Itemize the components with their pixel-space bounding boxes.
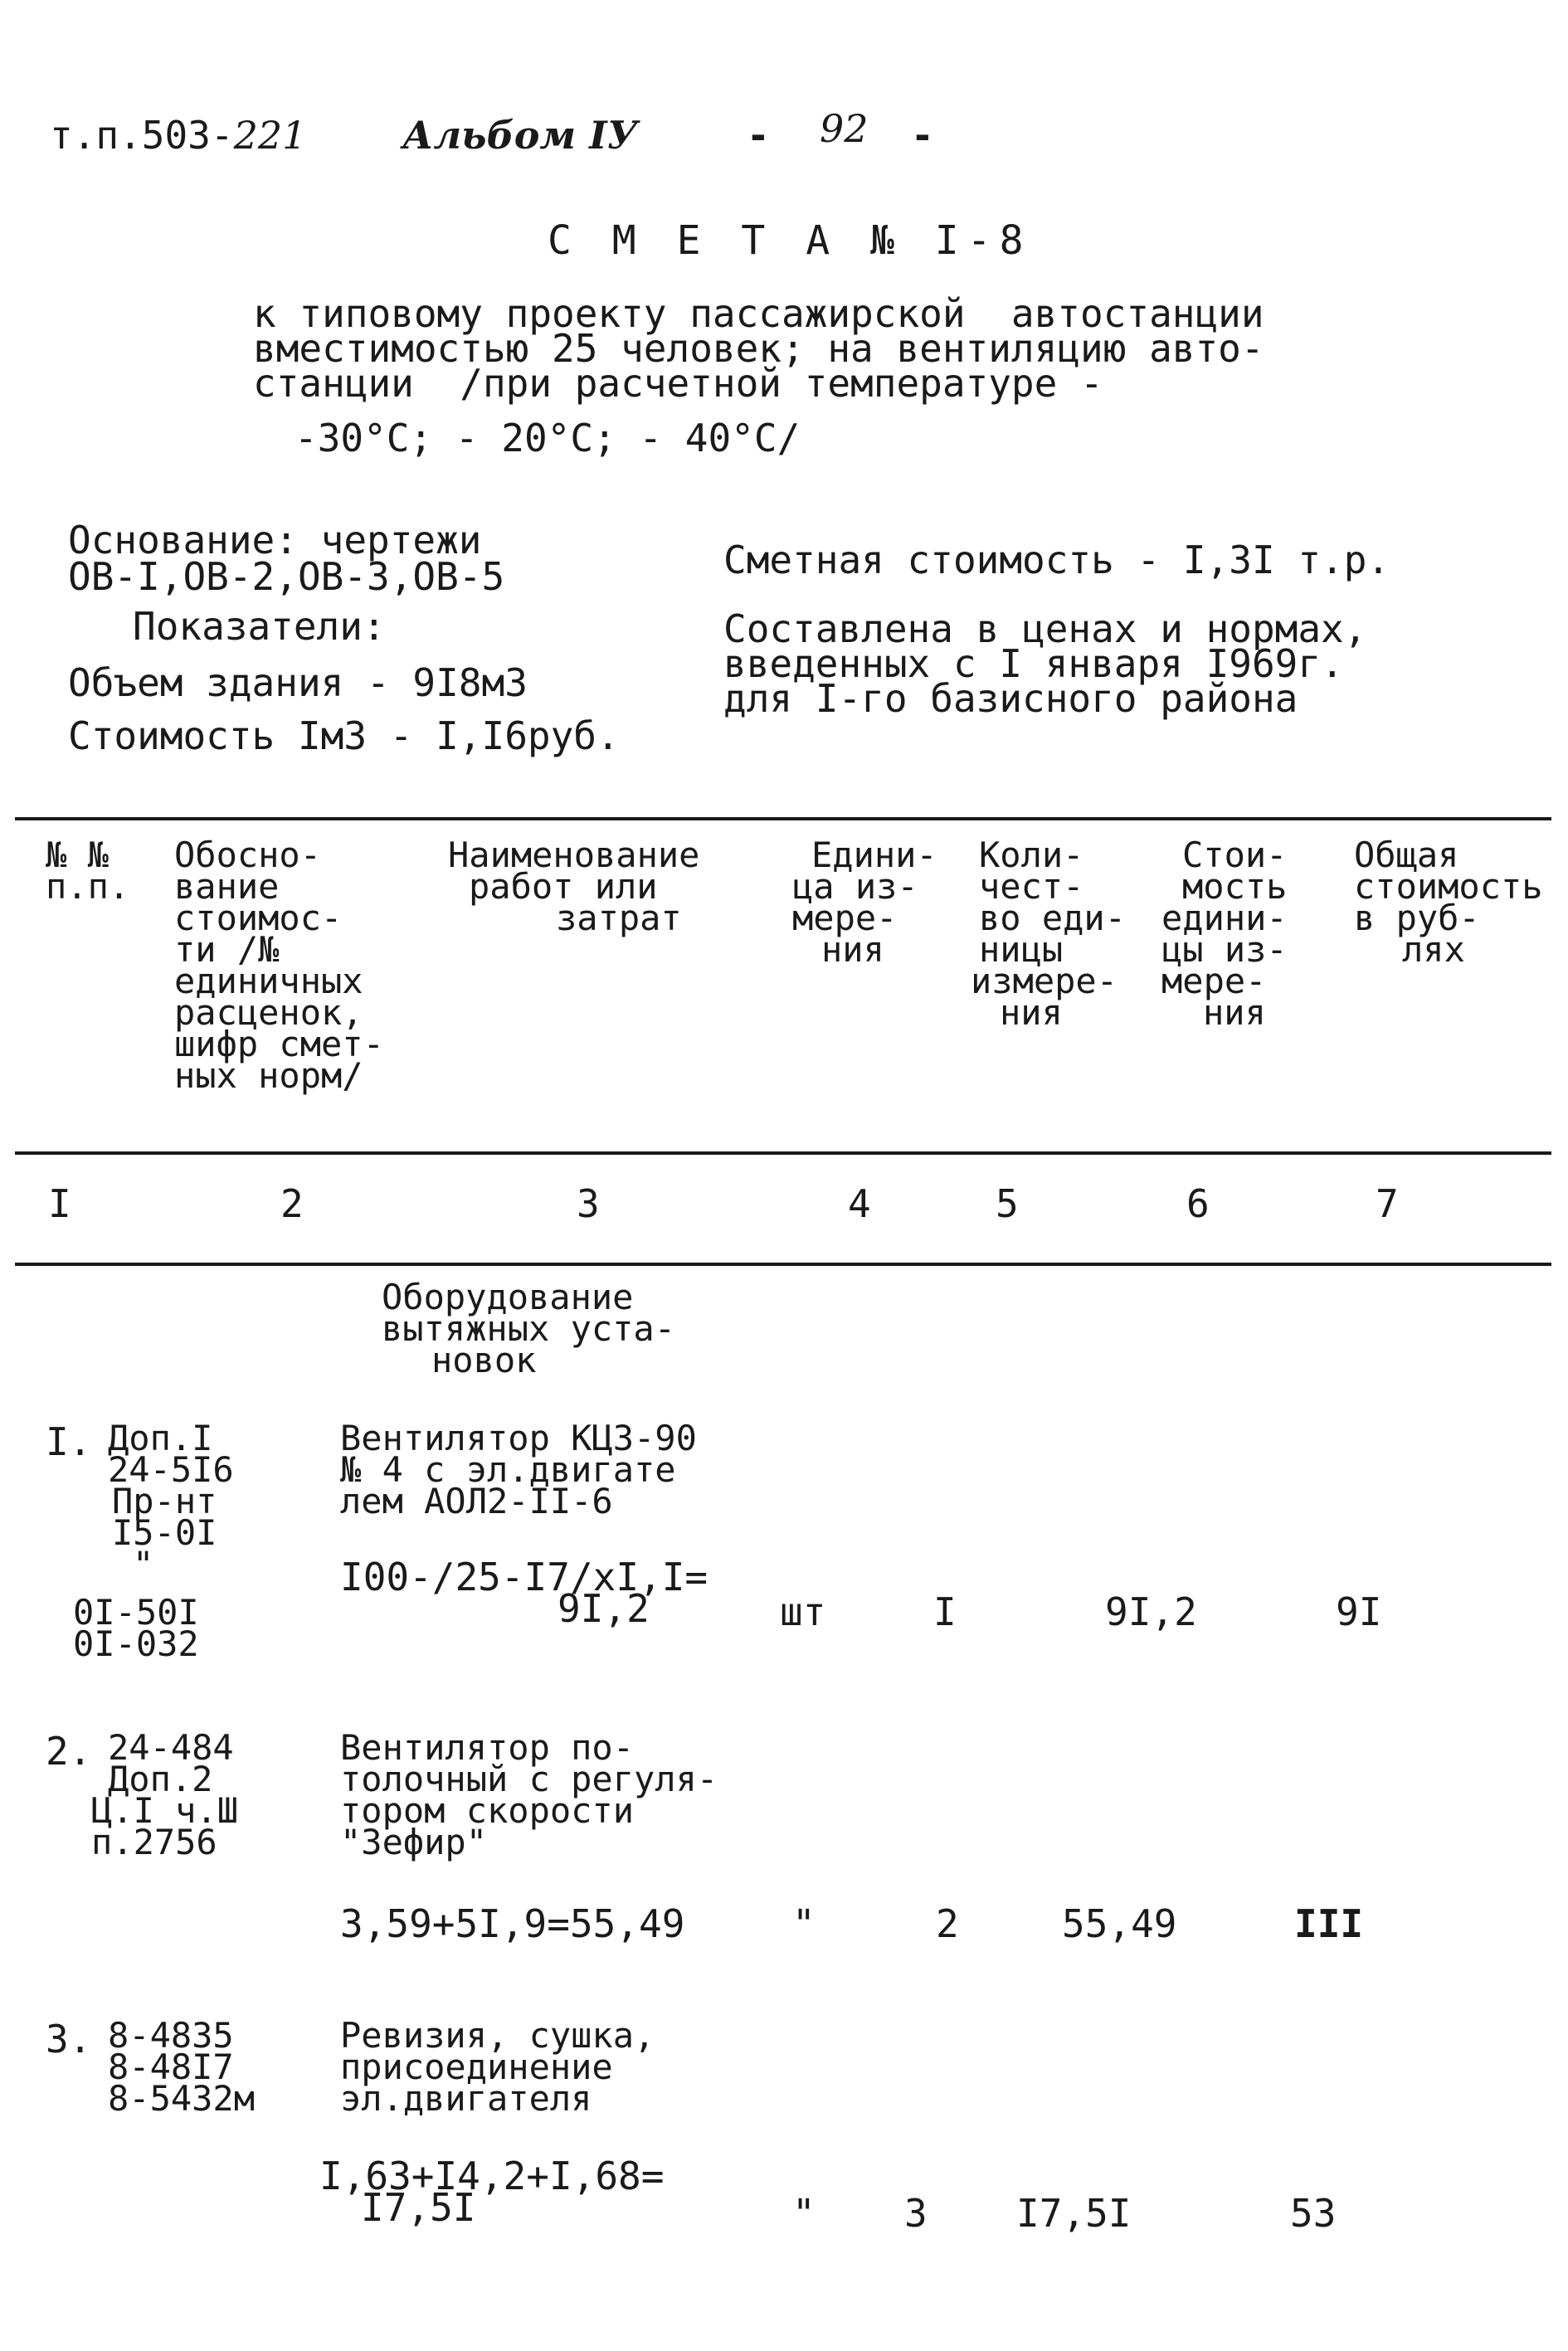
row-unit-price: I7,5I [1016, 2191, 1132, 2236]
header-line: ния [1203, 992, 1266, 1033]
header-line: Едини- [811, 835, 937, 875]
name-line: толочный с регуля- [340, 1759, 718, 1799]
header-line: Обосно- [174, 835, 322, 875]
project-code [50, 113, 307, 158]
name-line: "Зефир" [340, 1822, 488, 1862]
calc-line: I7,5I [361, 2185, 476, 2230]
project-code-text: т.п.503- [50, 113, 234, 158]
header-line: ных норм/ [174, 1055, 363, 1096]
subtitle-line: станции /при расчетной температуре - [253, 361, 1103, 406]
row-unit: шт [780, 1589, 826, 1634]
basis-line: Пр-нт [112, 1481, 217, 1521]
page-number: 92 [820, 106, 869, 151]
column-numbers-rule [15, 1263, 1551, 1266]
name-line: тором скорости [340, 1790, 635, 1831]
header-line: чест- [979, 866, 1084, 907]
row-number: I. [46, 1419, 92, 1464]
basis-line: п.2756 [91, 1822, 217, 1862]
prices-note-line: Составлена в ценах и нормах, [723, 606, 1367, 651]
header-line: единичных [174, 961, 363, 1001]
subtitle-line: вместимостью 25 человек; на вентиляцию авто- [253, 326, 1264, 371]
header-line: шифр смет- [174, 1024, 384, 1064]
indicators-label: Показатели: [133, 604, 386, 649]
header-line: мере- [1161, 961, 1267, 1001]
row-unit-price: 9I,2 [1105, 1589, 1197, 1634]
album-label: Альбом IУ [402, 113, 638, 158]
project-code-handwritten: 221 [233, 113, 307, 158]
name-line: № 4 с эл.двигате [340, 1449, 676, 1490]
row-total: 9I [1336, 1589, 1382, 1634]
prices-note-line: введенных с I января I969г. [723, 641, 1344, 686]
header-line: мере- [792, 898, 898, 938]
calc-line: I00-/25-I7/хI,I= [340, 1555, 709, 1599]
basis-line: " [133, 1544, 154, 1584]
basis-line: 0I-50I [73, 1592, 199, 1633]
header-line: ния [821, 929, 884, 970]
basis-line: Доп.2 [108, 1759, 213, 1799]
column-number: I [48, 1181, 71, 1226]
basis-line: Ц.I ч.Ш [91, 1790, 239, 1831]
header-line: стоимость [1354, 866, 1543, 907]
header-line: работ или [469, 866, 658, 907]
basis-line: 0I-032 [73, 1623, 199, 1664]
row-quantity: 3 [904, 2191, 928, 2236]
row-calculation: 3,59+5I,9=55,49 [340, 1901, 685, 1946]
page-dash-right: - [911, 113, 934, 158]
basis-line: 8-48I7 [108, 2047, 234, 2087]
row-quantity: I [933, 1589, 957, 1634]
row-unit-price: 55,49 [1062, 1901, 1177, 1946]
header-line: № № [46, 835, 109, 875]
prices-note-line: для I-го базисного района [723, 676, 1298, 721]
calc-line: 9I,2 [558, 1586, 650, 1631]
header-line: ти /№ [174, 929, 280, 970]
column-number: 2 [280, 1181, 304, 1226]
row-quantity: 2 [936, 1901, 959, 1946]
header-line: стоимос- [174, 898, 343, 938]
header-line: расценок, [174, 992, 363, 1033]
header-line: во еди- [979, 898, 1127, 938]
name-line: Вентилятор по- [340, 1727, 635, 1768]
header-line: ницы [979, 929, 1064, 970]
column-number: 6 [1186, 1181, 1210, 1226]
subtitle-line: -30°C; - 20°C; - 40°C/ [295, 416, 801, 460]
header-line: измере- [971, 961, 1118, 1001]
row-number: 3. [46, 2017, 92, 2061]
document-title: С М Е Т А № I-8 [548, 217, 1032, 264]
estimated-cost: Сметная стоимость - I,3I т.р. [723, 538, 1390, 582]
row-unit: " [792, 2191, 816, 2236]
name-line: лем АОЛ2-II-6 [340, 1481, 613, 1521]
header-line: лях [1402, 929, 1465, 970]
cost-per-m3: Стоимость Iм3 - I,I6руб. [68, 713, 620, 758]
row-total: III [1294, 1901, 1364, 1946]
row-unit: " [792, 1901, 816, 1946]
row-total: 53 [1290, 2191, 1337, 2236]
basis-label: Основание: чертежи [68, 518, 482, 562]
header-line: затрат [556, 898, 682, 938]
header-line: едини- [1161, 898, 1288, 938]
column-number: 4 [848, 1181, 871, 1226]
basis-line: 8-5432м [108, 2078, 256, 2119]
header-line: в руб- [1354, 898, 1480, 938]
table-top-rule [15, 817, 1551, 820]
header-line: ния [1000, 992, 1063, 1033]
column-number: 7 [1376, 1181, 1399, 1226]
header-line: Общая [1354, 835, 1459, 875]
name-line: Вентилятор КЦ3-90 [340, 1418, 697, 1458]
name-line: Ревизия, сушка, [340, 2015, 655, 2056]
header-line: Наименование [448, 835, 700, 875]
basis-line: 8-4835 [108, 2015, 234, 2056]
column-number: 3 [577, 1181, 600, 1226]
basis-line: Доп.I [108, 1418, 213, 1458]
column-number: 5 [996, 1181, 1019, 1226]
page-dash-left: - [747, 113, 770, 158]
basis-line: I5-0I [112, 1512, 217, 1553]
section-title-line: вытяжных уста- [382, 1308, 676, 1349]
header-bottom-rule [15, 1151, 1551, 1155]
calc-line: I,63+I4,2+I,68= [319, 2154, 665, 2198]
subtitle-line: к типовому проекту пассажирской автостанции [253, 291, 1264, 336]
basis-drawings: ОВ-I,ОВ-2,ОВ-3,ОВ-5 [68, 554, 505, 599]
header-line: п.п. [46, 866, 130, 907]
header-line: цы из- [1161, 929, 1288, 970]
building-volume: Объем здания - 9I8м3 [68, 660, 528, 705]
basis-line: 24-484 [108, 1727, 234, 1768]
header-line: мость [1182, 866, 1288, 907]
header-line: вание [174, 866, 280, 907]
name-line: эл.двигателя [340, 2078, 592, 2119]
header-line: ца из- [792, 866, 918, 907]
header-line: Стои- [1182, 835, 1288, 875]
header-line: Коли- [979, 835, 1084, 875]
section-title-line: Оборудование [382, 1277, 634, 1317]
row-number: 2. [46, 1729, 92, 1774]
name-line: присоединение [340, 2047, 613, 2087]
section-title-line: новок [431, 1340, 537, 1380]
basis-line: 24-5I6 [108, 1449, 234, 1490]
